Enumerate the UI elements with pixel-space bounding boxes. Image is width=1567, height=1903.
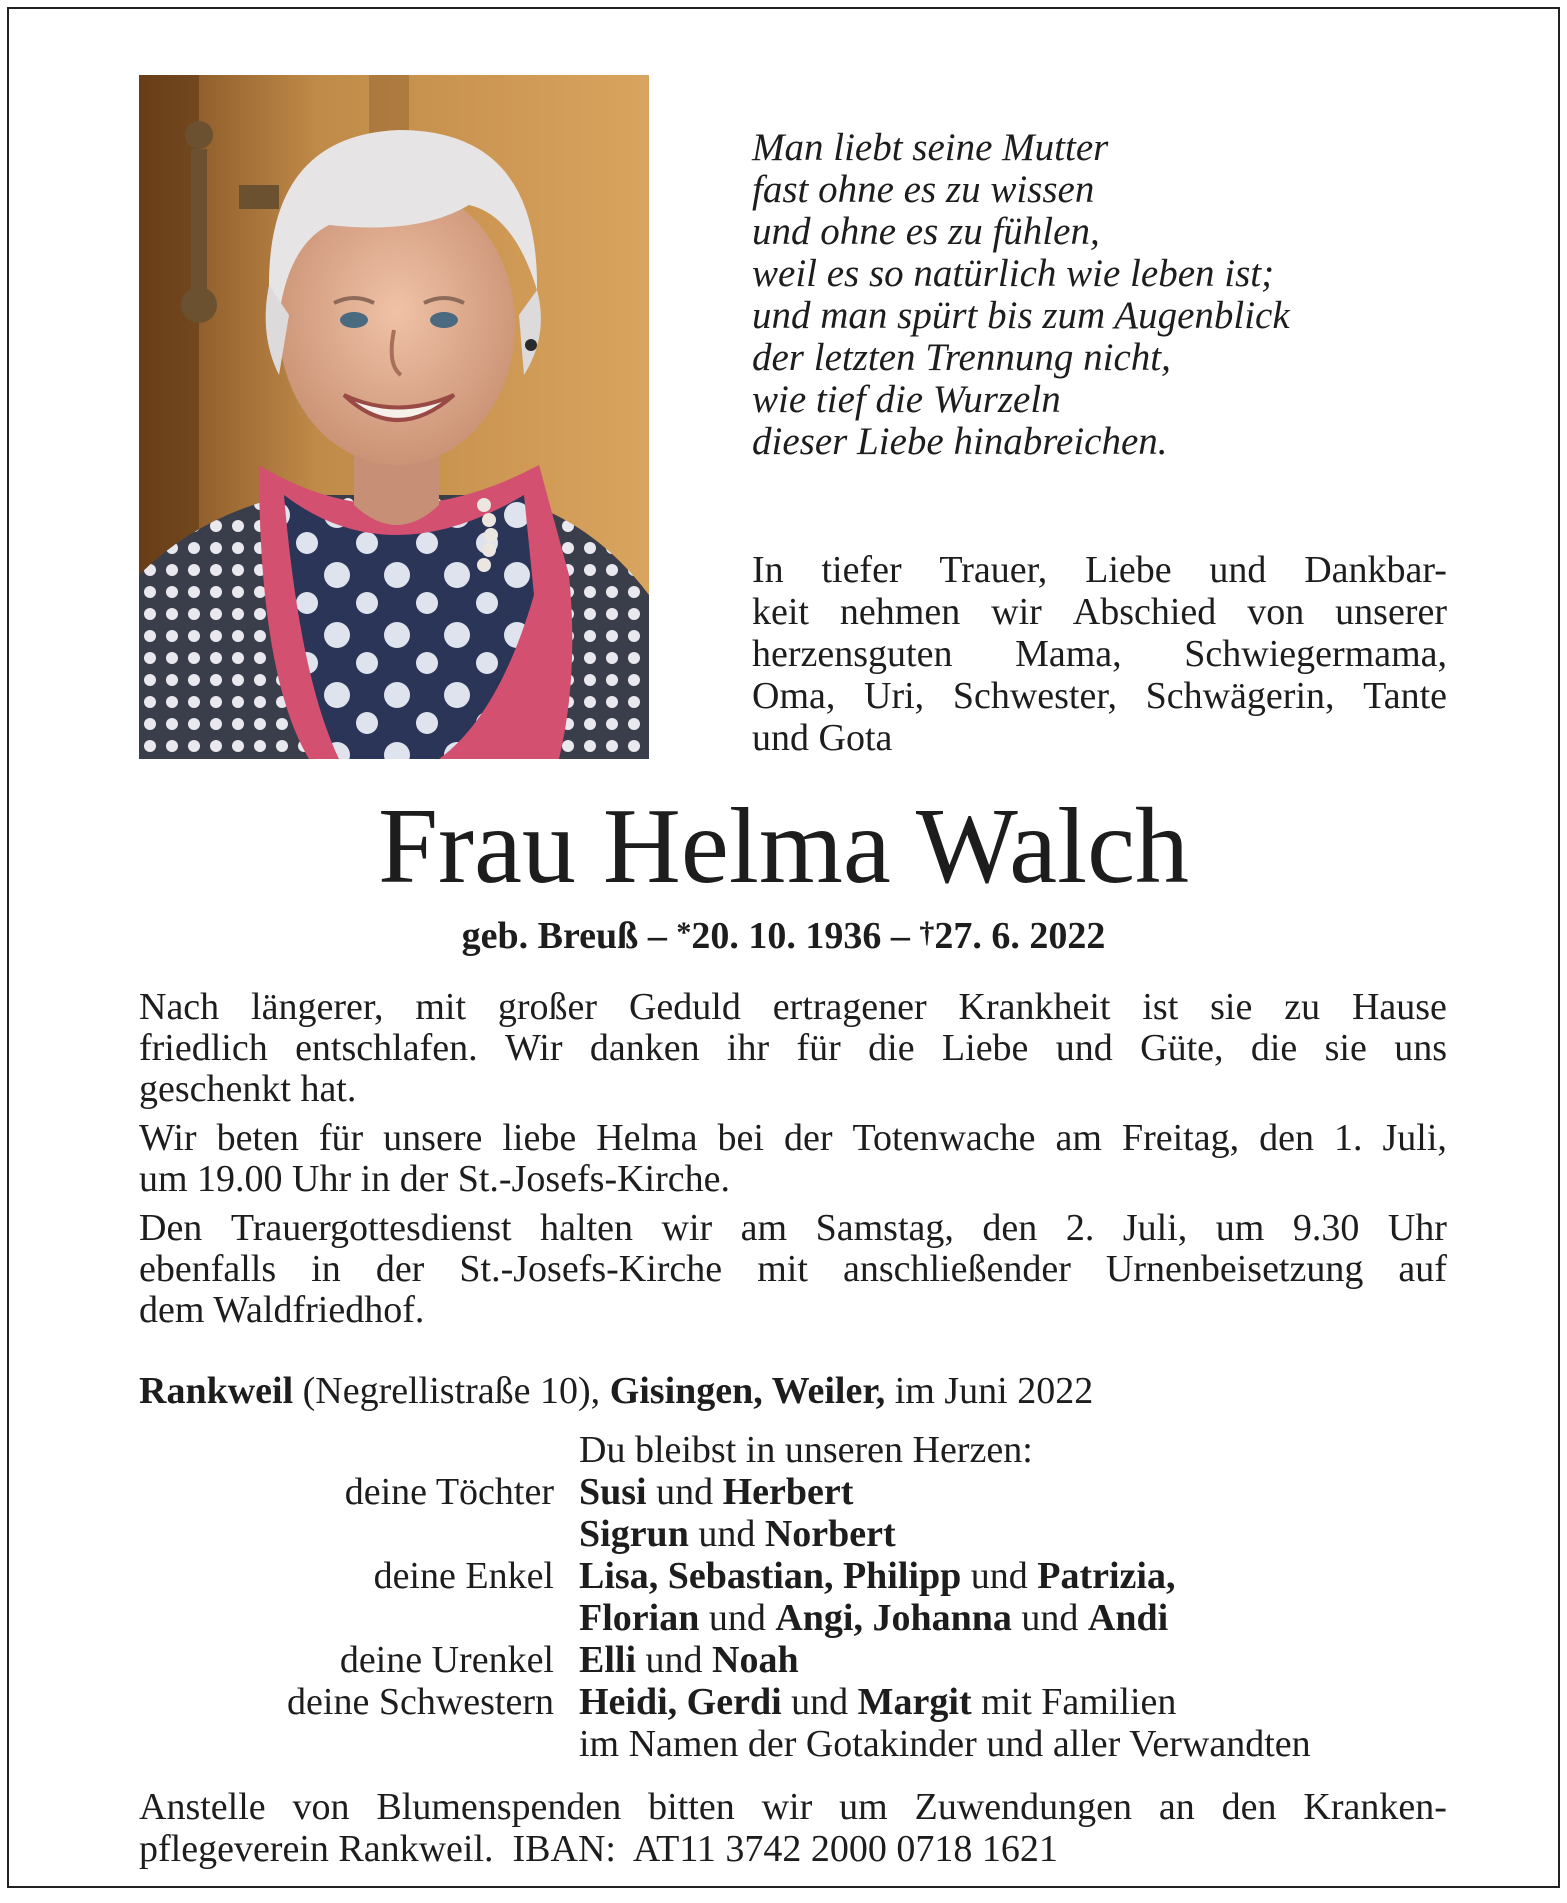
word: Wir: [139, 1117, 197, 1159]
text-line: geschenkt hat.: [139, 1068, 357, 1110]
word: ihr: [726, 1027, 770, 1069]
intro-line: [752, 549, 1447, 591]
word: die: [868, 1027, 915, 1069]
word: beten: [216, 1117, 299, 1159]
intro-line: [752, 633, 1447, 675]
word: für: [318, 1117, 364, 1159]
word: Schwester,: [952, 675, 1117, 717]
word: Abschied: [1072, 591, 1217, 633]
family-row: [139, 1723, 1447, 1765]
word: ebenfalls: [139, 1248, 277, 1290]
poem-line: Man liebt seine Mutter: [752, 126, 1109, 169]
word: Samstag,: [815, 1207, 954, 1249]
word: Trauer,: [939, 549, 1048, 591]
relation-label: deine Urenkel: [339, 1639, 554, 1681]
word: den: [1259, 1117, 1314, 1159]
poem-line: wie tief die Wurzeln: [752, 378, 1061, 421]
intro-line: und Gota: [752, 717, 893, 759]
word: Güte,: [1140, 1027, 1224, 1069]
family-name: Lisa, Sebastian, Philipp: [579, 1555, 962, 1597]
life-dates: [9, 911, 1558, 958]
word: zu: [1284, 986, 1321, 1028]
word: Freitag,: [1121, 1117, 1240, 1159]
paragraph-funeral: [139, 1208, 1447, 1331]
word: mit: [415, 986, 467, 1028]
died-symbol: †: [919, 916, 935, 949]
word: Anstelle: [139, 1786, 266, 1828]
word: ertragener: [772, 986, 927, 1028]
word: Kranken-: [1303, 1786, 1447, 1828]
word: von: [1247, 591, 1305, 633]
word: wir: [991, 591, 1042, 633]
family-row-urenkel: deine Urenkel Elli und Noah: [139, 1639, 1447, 1681]
word: Oma,: [752, 675, 836, 717]
word: Helma: [596, 1117, 698, 1159]
relation-label: deine Schwestern: [287, 1681, 554, 1723]
poem-line: fast ohne es zu wissen: [752, 168, 1095, 211]
birth-date: 20. 10. 1936: [691, 915, 882, 957]
word: Blumenspenden: [376, 1786, 622, 1828]
family-name: Patrizia,: [1037, 1555, 1176, 1597]
word: auf: [1398, 1248, 1447, 1290]
mourning-intro: [752, 549, 1447, 759]
portrait-photo: [139, 75, 649, 759]
word: Urnenbeisetzung: [1105, 1248, 1364, 1290]
word: sie: [1324, 1027, 1367, 1069]
family-name: Herbert: [722, 1471, 854, 1513]
word: unserer: [1335, 591, 1447, 633]
family-name: Sigrun: [579, 1513, 689, 1555]
word: Nach: [139, 986, 220, 1028]
paragraph-wake: [139, 1118, 1447, 1200]
poem-line: dieser Liebe hinabreichen.: [752, 420, 1168, 463]
word: nehmen: [839, 591, 961, 633]
iban-line: pflegeverein Rankweil. IBAN: AT11 3742 2000 0718 1621: [139, 1828, 1058, 1870]
word: die: [1250, 1027, 1298, 1069]
word: friedlich: [139, 1027, 268, 1069]
text-line: [139, 1249, 1447, 1290]
word: Mama,: [1015, 633, 1122, 675]
word: großer: [497, 986, 598, 1028]
poem-line: und ohne es zu fühlen,: [752, 210, 1100, 253]
maiden-name: geb. Breuß: [461, 915, 639, 957]
word: wir: [761, 1786, 813, 1828]
text-line: [139, 987, 1447, 1028]
issue-date: im Juni 2022: [894, 1370, 1094, 1412]
word: um: [1215, 1207, 1265, 1249]
word: Trauergottesdienst: [230, 1207, 512, 1249]
word: Totenwache: [852, 1117, 1036, 1159]
portrait-photo-image: [139, 75, 649, 759]
word: Geduld: [628, 986, 741, 1028]
word: sie: [1210, 986, 1253, 1028]
word: uns: [1394, 1027, 1447, 1069]
word: Liebe: [1085, 549, 1172, 591]
family-closing: im Namen der Gotakinder und aller Verwandten: [579, 1723, 1311, 1765]
word: Schwägerin,: [1145, 675, 1335, 717]
word: Zuwendungen: [914, 1786, 1132, 1828]
text-line: [139, 1118, 1447, 1159]
text-line: um 19.00 Uhr in der St.-Josefs-Kirche.: [139, 1158, 731, 1200]
town-rankweil: Rankweil: [139, 1370, 294, 1412]
family-row: Florian und Angi, Johanna und Andi: [579, 1597, 1169, 1639]
text-line: [139, 1786, 1447, 1828]
text-line: [139, 1028, 1447, 1069]
word: wir: [661, 1207, 713, 1249]
word: liebe: [502, 1117, 577, 1159]
family-name: Florian: [579, 1597, 700, 1639]
word: anschließender: [842, 1248, 1071, 1290]
poem-line: weil es so natürlich wie leben ist;: [752, 252, 1275, 295]
word: am: [740, 1207, 788, 1249]
word: am: [1055, 1117, 1102, 1159]
word: keit: [752, 591, 809, 633]
family-intro: Du bleibst in unseren Herzen:: [579, 1429, 1033, 1471]
text-line: [139, 1208, 1447, 1249]
word: der: [783, 1117, 833, 1159]
word: 2.: [1065, 1207, 1095, 1249]
word: Juli,: [1122, 1207, 1188, 1249]
word: tiefer: [821, 549, 902, 591]
poem: [752, 127, 1472, 463]
place-and-date: [139, 1369, 1447, 1413]
paragraph-passing: [139, 987, 1447, 1110]
death-date: 27. 6. 2022: [934, 915, 1106, 957]
dash: –: [647, 915, 667, 957]
donation-note: [139, 1786, 1447, 1870]
intro-line: [752, 591, 1447, 633]
word: und: [1209, 549, 1267, 591]
word: herzensguten: [752, 633, 953, 675]
word: Liebe: [941, 1027, 1029, 1069]
address: (Negrellistraße 10),: [302, 1370, 601, 1412]
word: den: [982, 1207, 1038, 1249]
family-name: Susi: [579, 1471, 647, 1513]
word: in: [311, 1248, 341, 1290]
word: Wir: [504, 1027, 563, 1069]
word: Krankheit: [958, 986, 1111, 1028]
born-symbol: *: [676, 916, 692, 949]
word: Uhr: [1387, 1207, 1447, 1249]
poem-line: und man spürt bis zum Augenblick: [752, 294, 1290, 337]
family-row: Sigrun und Norbert: [579, 1513, 896, 1555]
relation-label: deine Töchter: [344, 1471, 554, 1513]
word: längerer,: [251, 986, 384, 1028]
word: In: [752, 549, 784, 591]
family-name: Margit: [857, 1681, 972, 1723]
family-name: Norbert: [764, 1513, 896, 1555]
family-list: [139, 1429, 1447, 1765]
word: Juli,: [1382, 1117, 1447, 1159]
obituary-notice: [7, 7, 1560, 1888]
word: danken: [589, 1027, 700, 1069]
word: St.-Josefs-Kirche: [459, 1248, 723, 1290]
word: bei: [717, 1117, 764, 1159]
word: mit: [757, 1248, 808, 1290]
word: bitten: [648, 1786, 735, 1828]
deceased-name: Frau Helma Walch: [377, 787, 1190, 906]
word: Uri,: [864, 675, 925, 717]
text-line: dem Waldfriedhof.: [139, 1289, 425, 1331]
family-row-enkel: deine Enkel Lisa, Sebastian, Philipp und Patrizia,: [139, 1555, 1447, 1597]
family-row: [139, 1429, 1447, 1471]
word: der: [375, 1248, 425, 1290]
family-name: Andi: [1087, 1597, 1169, 1639]
word: Dankbar-: [1304, 549, 1447, 591]
announcement-text: [139, 987, 1447, 1339]
towns-gisingen-weiler: Gisingen, Weiler,: [609, 1370, 886, 1412]
word: 9.30: [1292, 1207, 1360, 1249]
word: den: [1221, 1786, 1277, 1828]
dash: –: [890, 915, 910, 957]
family-row-schwestern: deine Schwestern Heidi, Gerdi und Margit mit Familien: [139, 1681, 1447, 1723]
word: von: [292, 1786, 350, 1828]
family-name: Heidi, Gerdi: [579, 1681, 782, 1723]
family-row-toechter: deine Töchter Susi und Herbert: [139, 1471, 1447, 1513]
word: entschlafen.: [295, 1027, 478, 1069]
word: Tante: [1363, 675, 1447, 717]
word: um: [839, 1786, 888, 1828]
poem-line: der letzten Trennung nicht,: [752, 336, 1171, 379]
word: und: [1055, 1027, 1113, 1069]
word: für: [796, 1027, 841, 1069]
relation-label: deine Enkel: [373, 1555, 554, 1597]
word: an: [1158, 1786, 1195, 1828]
family-name: Elli: [579, 1639, 637, 1681]
word: unsere: [383, 1117, 483, 1159]
word: 1.: [1333, 1117, 1363, 1159]
word: ist: [1142, 986, 1179, 1028]
intro-line: [752, 675, 1447, 717]
family-name: Noah: [712, 1639, 799, 1681]
family-name: Angi, Johanna: [775, 1597, 1012, 1639]
word: Schwiegermama,: [1184, 633, 1447, 675]
word: Hause: [1351, 986, 1447, 1028]
word: Den: [139, 1207, 203, 1249]
word: halten: [540, 1207, 633, 1249]
